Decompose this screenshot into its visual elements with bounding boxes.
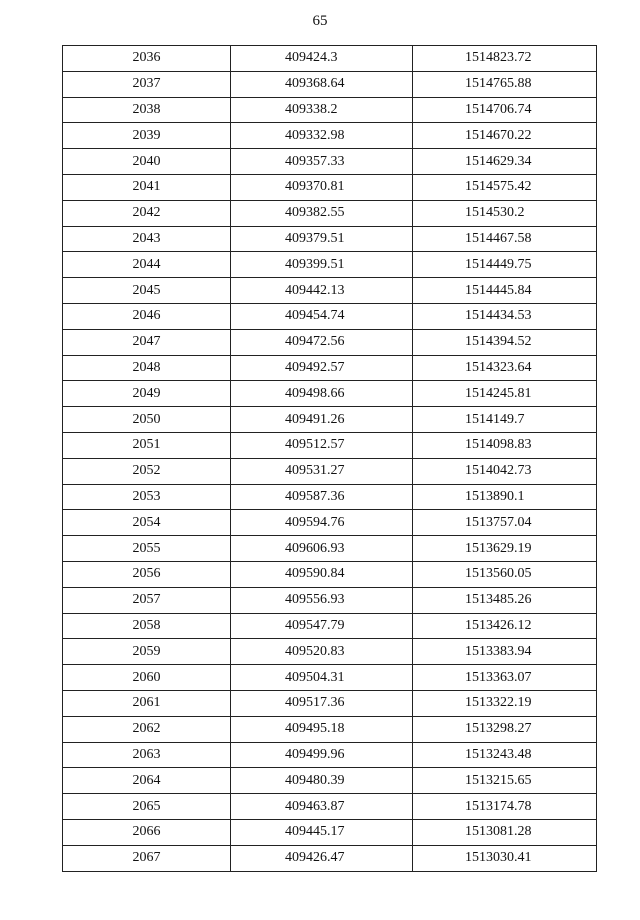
- point-number-cell: 2047: [63, 329, 231, 355]
- y-coordinate-cell: 1513298.27: [413, 716, 597, 742]
- point-number-cell: 2039: [63, 123, 231, 149]
- point-number-cell: 2054: [63, 510, 231, 536]
- x-coordinate-cell: 409587.36: [231, 484, 413, 510]
- table-row: [63, 587, 597, 613]
- x-coordinate-cell: 409368.64: [231, 71, 413, 97]
- point-number-cell: 2059: [63, 639, 231, 665]
- x-coordinate-cell: 409512.57: [231, 432, 413, 458]
- y-coordinate-cell: 1513890.1: [413, 484, 597, 510]
- x-coordinate-cell: 409399.51: [231, 252, 413, 278]
- table-row: [63, 329, 597, 355]
- x-coordinate-cell: 409491.26: [231, 407, 413, 433]
- table-row: [63, 819, 597, 845]
- x-coordinate-cell: 409382.55: [231, 200, 413, 226]
- table-row: [63, 303, 597, 329]
- x-coordinate-cell: 409499.96: [231, 742, 413, 768]
- table-row: [63, 716, 597, 742]
- table-row: [63, 536, 597, 562]
- table-row: [63, 665, 597, 691]
- y-coordinate-cell: 1513030.41: [413, 845, 597, 871]
- y-coordinate-cell: 1513383.94: [413, 639, 597, 665]
- x-coordinate-cell: 409594.76: [231, 510, 413, 536]
- table-row: [63, 46, 597, 72]
- table-row: [63, 484, 597, 510]
- x-coordinate-cell: 409472.56: [231, 329, 413, 355]
- table-row: [63, 226, 597, 252]
- y-coordinate-cell: 1514445.84: [413, 278, 597, 304]
- x-coordinate-cell: 409357.33: [231, 149, 413, 175]
- table-row: [63, 845, 597, 871]
- x-coordinate-cell: 409504.31: [231, 665, 413, 691]
- x-coordinate-cell: 409606.93: [231, 536, 413, 562]
- point-number-cell: 2058: [63, 613, 231, 639]
- y-coordinate-cell: 1513629.19: [413, 536, 597, 562]
- y-coordinate-cell: 1514629.34: [413, 149, 597, 175]
- x-coordinate-cell: 409454.74: [231, 303, 413, 329]
- x-coordinate-cell: 409556.93: [231, 587, 413, 613]
- point-number-cell: 2038: [63, 97, 231, 123]
- table-row: [63, 432, 597, 458]
- point-number-cell: 2041: [63, 174, 231, 200]
- table-row: [63, 458, 597, 484]
- y-coordinate-cell: 1514765.88: [413, 71, 597, 97]
- point-number-cell: 2040: [63, 149, 231, 175]
- x-coordinate-cell: 409442.13: [231, 278, 413, 304]
- table-row: [63, 639, 597, 665]
- point-number-cell: 2037: [63, 71, 231, 97]
- point-number-cell: 2056: [63, 561, 231, 587]
- y-coordinate-cell: 1514149.7: [413, 407, 597, 433]
- table-row: [63, 381, 597, 407]
- table-row: [63, 794, 597, 820]
- table-row: [63, 742, 597, 768]
- point-number-cell: 2042: [63, 200, 231, 226]
- x-coordinate-cell: 409498.66: [231, 381, 413, 407]
- point-number-cell: 2061: [63, 690, 231, 716]
- page-number: 65: [312, 13, 328, 29]
- y-coordinate-cell: 1513215.65: [413, 768, 597, 794]
- point-number-cell: 2067: [63, 845, 231, 871]
- x-coordinate-cell: 409379.51: [231, 226, 413, 252]
- x-coordinate-cell: 409492.57: [231, 355, 413, 381]
- y-coordinate-cell: 1514670.22: [413, 123, 597, 149]
- point-number-cell: 2050: [63, 407, 231, 433]
- y-coordinate-cell: 1514449.75: [413, 252, 597, 278]
- y-coordinate-cell: 1513485.26: [413, 587, 597, 613]
- y-coordinate-cell: 1514323.64: [413, 355, 597, 381]
- point-number-cell: 2051: [63, 432, 231, 458]
- point-number-cell: 2063: [63, 742, 231, 768]
- y-coordinate-cell: 1513174.78: [413, 794, 597, 820]
- point-number-cell: 2055: [63, 536, 231, 562]
- x-coordinate-cell: 409547.79: [231, 613, 413, 639]
- point-number-cell: 2060: [63, 665, 231, 691]
- x-coordinate-cell: 409332.98: [231, 123, 413, 149]
- point-number-cell: 2043: [63, 226, 231, 252]
- point-number-cell: 2046: [63, 303, 231, 329]
- y-coordinate-cell: 1514706.74: [413, 97, 597, 123]
- x-coordinate-cell: 409480.39: [231, 768, 413, 794]
- table-row: [63, 407, 597, 433]
- x-coordinate-cell: 409520.83: [231, 639, 413, 665]
- table-row: [63, 278, 597, 304]
- y-coordinate-cell: 1513322.19: [413, 690, 597, 716]
- x-coordinate-cell: 409370.81: [231, 174, 413, 200]
- y-coordinate-cell: 1513757.04: [413, 510, 597, 536]
- y-coordinate-cell: 1514823.72: [413, 46, 597, 72]
- point-number-cell: 2062: [63, 716, 231, 742]
- table-row: [63, 97, 597, 123]
- x-coordinate-cell: 409426.47: [231, 845, 413, 871]
- point-number-cell: 2052: [63, 458, 231, 484]
- y-coordinate-cell: 1513363.07: [413, 665, 597, 691]
- y-coordinate-cell: 1514245.81: [413, 381, 597, 407]
- table-row: [63, 252, 597, 278]
- table-row: [63, 200, 597, 226]
- y-coordinate-cell: 1514530.2: [413, 200, 597, 226]
- y-coordinate-cell: 1514394.52: [413, 329, 597, 355]
- point-number-cell: 2049: [63, 381, 231, 407]
- x-coordinate-cell: 409531.27: [231, 458, 413, 484]
- x-coordinate-cell: 409463.87: [231, 794, 413, 820]
- y-coordinate-cell: 1514434.53: [413, 303, 597, 329]
- y-coordinate-cell: 1514575.42: [413, 174, 597, 200]
- table-row: [63, 123, 597, 149]
- point-number-cell: 2044: [63, 252, 231, 278]
- table-row: [63, 71, 597, 97]
- x-coordinate-cell: 409590.84: [231, 561, 413, 587]
- x-coordinate-cell: 409338.2: [231, 97, 413, 123]
- y-coordinate-cell: 1513560.05: [413, 561, 597, 587]
- point-number-cell: 2036: [63, 46, 231, 72]
- y-coordinate-cell: 1514042.73: [413, 458, 597, 484]
- x-coordinate-cell: 409517.36: [231, 690, 413, 716]
- y-coordinate-cell: 1513081.28: [413, 819, 597, 845]
- point-number-cell: 2045: [63, 278, 231, 304]
- point-number-cell: 2048: [63, 355, 231, 381]
- y-coordinate-cell: 1514467.58: [413, 226, 597, 252]
- point-number-cell: 2053: [63, 484, 231, 510]
- x-coordinate-cell: 409495.18: [231, 716, 413, 742]
- point-number-cell: 2057: [63, 587, 231, 613]
- y-coordinate-cell: 1513426.12: [413, 613, 597, 639]
- coordinates-table: [62, 45, 597, 872]
- x-coordinate-cell: 409445.17: [231, 819, 413, 845]
- table-row: [63, 561, 597, 587]
- table-row: [63, 690, 597, 716]
- point-number-cell: 2064: [63, 768, 231, 794]
- point-number-cell: 2066: [63, 819, 231, 845]
- y-coordinate-cell: 1514098.83: [413, 432, 597, 458]
- table-row: [63, 149, 597, 175]
- point-number-cell: 2065: [63, 794, 231, 820]
- y-coordinate-cell: 1513243.48: [413, 742, 597, 768]
- coordinates-table-body: [63, 46, 597, 872]
- table-row: [63, 613, 597, 639]
- table-row: [63, 355, 597, 381]
- x-coordinate-cell: 409424.3: [231, 46, 413, 72]
- table-row: [63, 174, 597, 200]
- table-row: [63, 768, 597, 794]
- table-row: [63, 510, 597, 536]
